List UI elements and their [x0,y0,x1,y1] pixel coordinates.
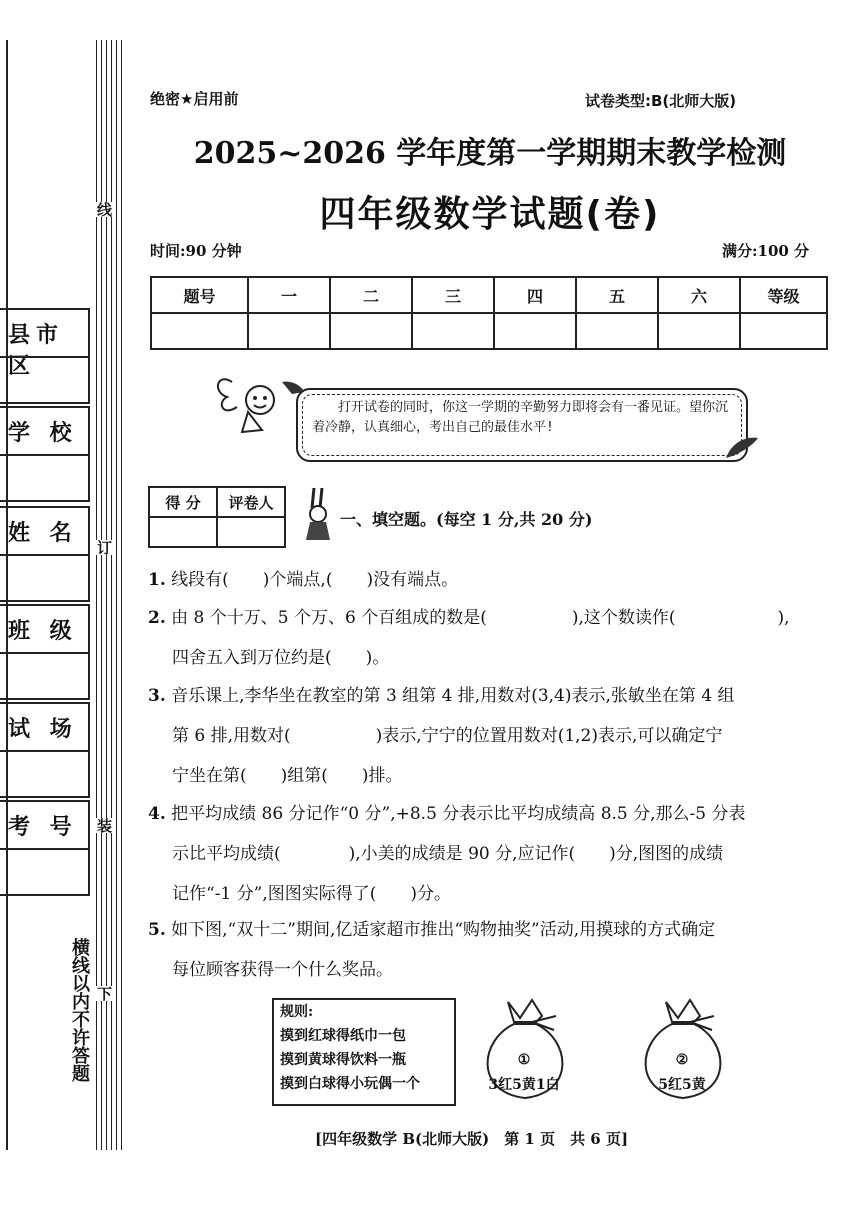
score-table [150,276,828,350]
page-footer: [四年级数学 B(北师大版) 第 1 页 共 6 页] [315,1130,629,1148]
field-county-label: 县市区 [8,322,65,379]
field-class-label: 班 级 [8,618,78,644]
score-table-blank-row [151,313,827,349]
question-text: 由 8 个十万、5 个万、6 个百组成的数是( ),这个数读作( ), [171,608,790,628]
no-answer-note: 横线以内不许答题 [66,938,92,1082]
score-header-cell: 二 [330,277,412,313]
quill-icon [722,432,762,462]
question-number: 3. [148,686,166,706]
exam-time: 时间:90 分钟 [150,242,242,260]
score-cell[interactable] [412,313,494,349]
score-table-header-row [151,277,827,313]
question-text: 第 6 排,用数对( )表示,宁宁的位置用数对(1,2)表示,可以确定宁 [172,726,723,746]
bag-1-number: ① [517,1052,531,1068]
grader-name-cell[interactable] [217,517,285,547]
rules-box [272,998,456,1106]
field-name [0,506,90,602]
exam-title: 2025~2026 学年度第一学期期末教学检测 [193,136,787,171]
question-text: 每位顾客获得一个什么奖品。 [172,960,393,980]
bag-2-content: 5红5黄 [658,1077,706,1093]
score-cell[interactable] [658,313,740,349]
rule-item: 摸到黄球得饮料一瓶 [280,1052,406,1068]
field-exam-number-label: 考 号 [8,814,78,840]
field-county [0,308,90,404]
sidebar-rule [116,40,117,1150]
question-number: 5. [148,920,166,940]
confidential-label: 绝密★启用前 [150,90,239,108]
grader-score-cell[interactable] [149,517,217,547]
score-header-cell: 三 [412,277,494,313]
full-score: 满分:100 分 [722,242,810,260]
question-text: 音乐课上,李华坐在教室的第 3 组第 4 排,用数对(3,4)表示,张敏坐在第 4 组 [171,686,735,706]
question-text: 四舍五入到万位约是( )。 [172,648,390,668]
field-class [0,604,90,700]
cut-mark-zhuang: 装 [95,818,113,833]
question-number: 4. [148,804,166,824]
question-text: 宁坐在第( )组第( )排。 [172,766,403,786]
question-1 [148,560,832,600]
rabbit-icon [296,484,340,544]
field-line [0,356,88,358]
score-cell[interactable] [494,313,576,349]
field-line [0,454,88,456]
cut-mark-ding: 订 [95,540,113,555]
score-header-cell: 等级 [740,277,827,313]
field-name-label: 姓 名 [8,520,78,546]
field-line [0,554,88,556]
score-cell[interactable] [740,313,827,349]
score-header-cell: 六 [658,277,740,313]
score-cell[interactable] [330,313,412,349]
score-header-cell: 五 [576,277,658,313]
cupid-illustration [212,372,308,438]
subject-title: 四年级数学试题(卷) [319,194,661,235]
bag-2-number: ② [675,1052,689,1068]
question-text: 把平均成绩 86 分记作“0 分”,+8.5 分表示比平均成绩高 8.5 分,那么-5 分表 [171,804,746,824]
section-one-title: 一、填空题。(每空 1 分,共 20 分) [340,510,593,529]
field-school-label: 学 校 [8,420,78,446]
encouragement-text: 打开试卷的同时，你这一学期的辛勤努力即将会有一番见证。望你沉着冷静，认真细心，考出自己的最佳水平! [312,400,729,435]
field-exam-number [0,800,90,896]
question-2 [148,598,832,678]
question-5 [148,910,832,990]
sidebar-rule [121,40,122,1150]
rule-item: 摸到红球得纸巾一包 [280,1028,406,1044]
score-cell[interactable] [248,313,330,349]
cut-mark-xia: 下 [95,986,113,1001]
field-line [0,750,88,752]
score-header-cell: 四 [494,277,576,313]
score-cell[interactable] [151,313,248,349]
question-text: 线段有( )个端点,( )没有端点。 [171,570,459,590]
question-number: 2. [148,608,166,628]
grader-score-label: 得 分 [149,487,217,517]
question-4 [148,794,832,914]
field-line [0,652,88,654]
field-exam-room [0,702,90,798]
encouragement-bubble [296,388,748,462]
score-header-cell: 一 [248,277,330,313]
question-3 [148,676,832,796]
paper-type: 试卷类型:B(北师大版) [585,92,737,110]
question-text: 如下图,“双十二”期间,亿适家超市推出“购物抽奖”活动,用摸球的方式确定 [171,920,716,940]
score-header-cell: 题号 [151,277,248,313]
rules-title: 规则: [280,1004,314,1020]
question-text: 记作“-1 分”,图图实际得了( )分。 [172,884,452,904]
field-exam-room-label: 试 场 [8,716,78,742]
field-school [0,406,90,502]
grader-table [148,486,286,548]
bag-1-content: 3红5黄1白 [488,1077,560,1093]
cut-mark-xian: 线 [95,202,113,217]
rule-item: 摸到白球得小玩偶一个 [280,1076,420,1092]
field-line [0,848,88,850]
question-number: 1. [148,570,166,590]
question-text: 示比平均成绩( ),小美的成绩是 90 分,应记作( )分,图图的成绩 [172,844,724,864]
score-cell[interactable] [576,313,658,349]
grader-name-label: 评卷人 [217,487,285,517]
